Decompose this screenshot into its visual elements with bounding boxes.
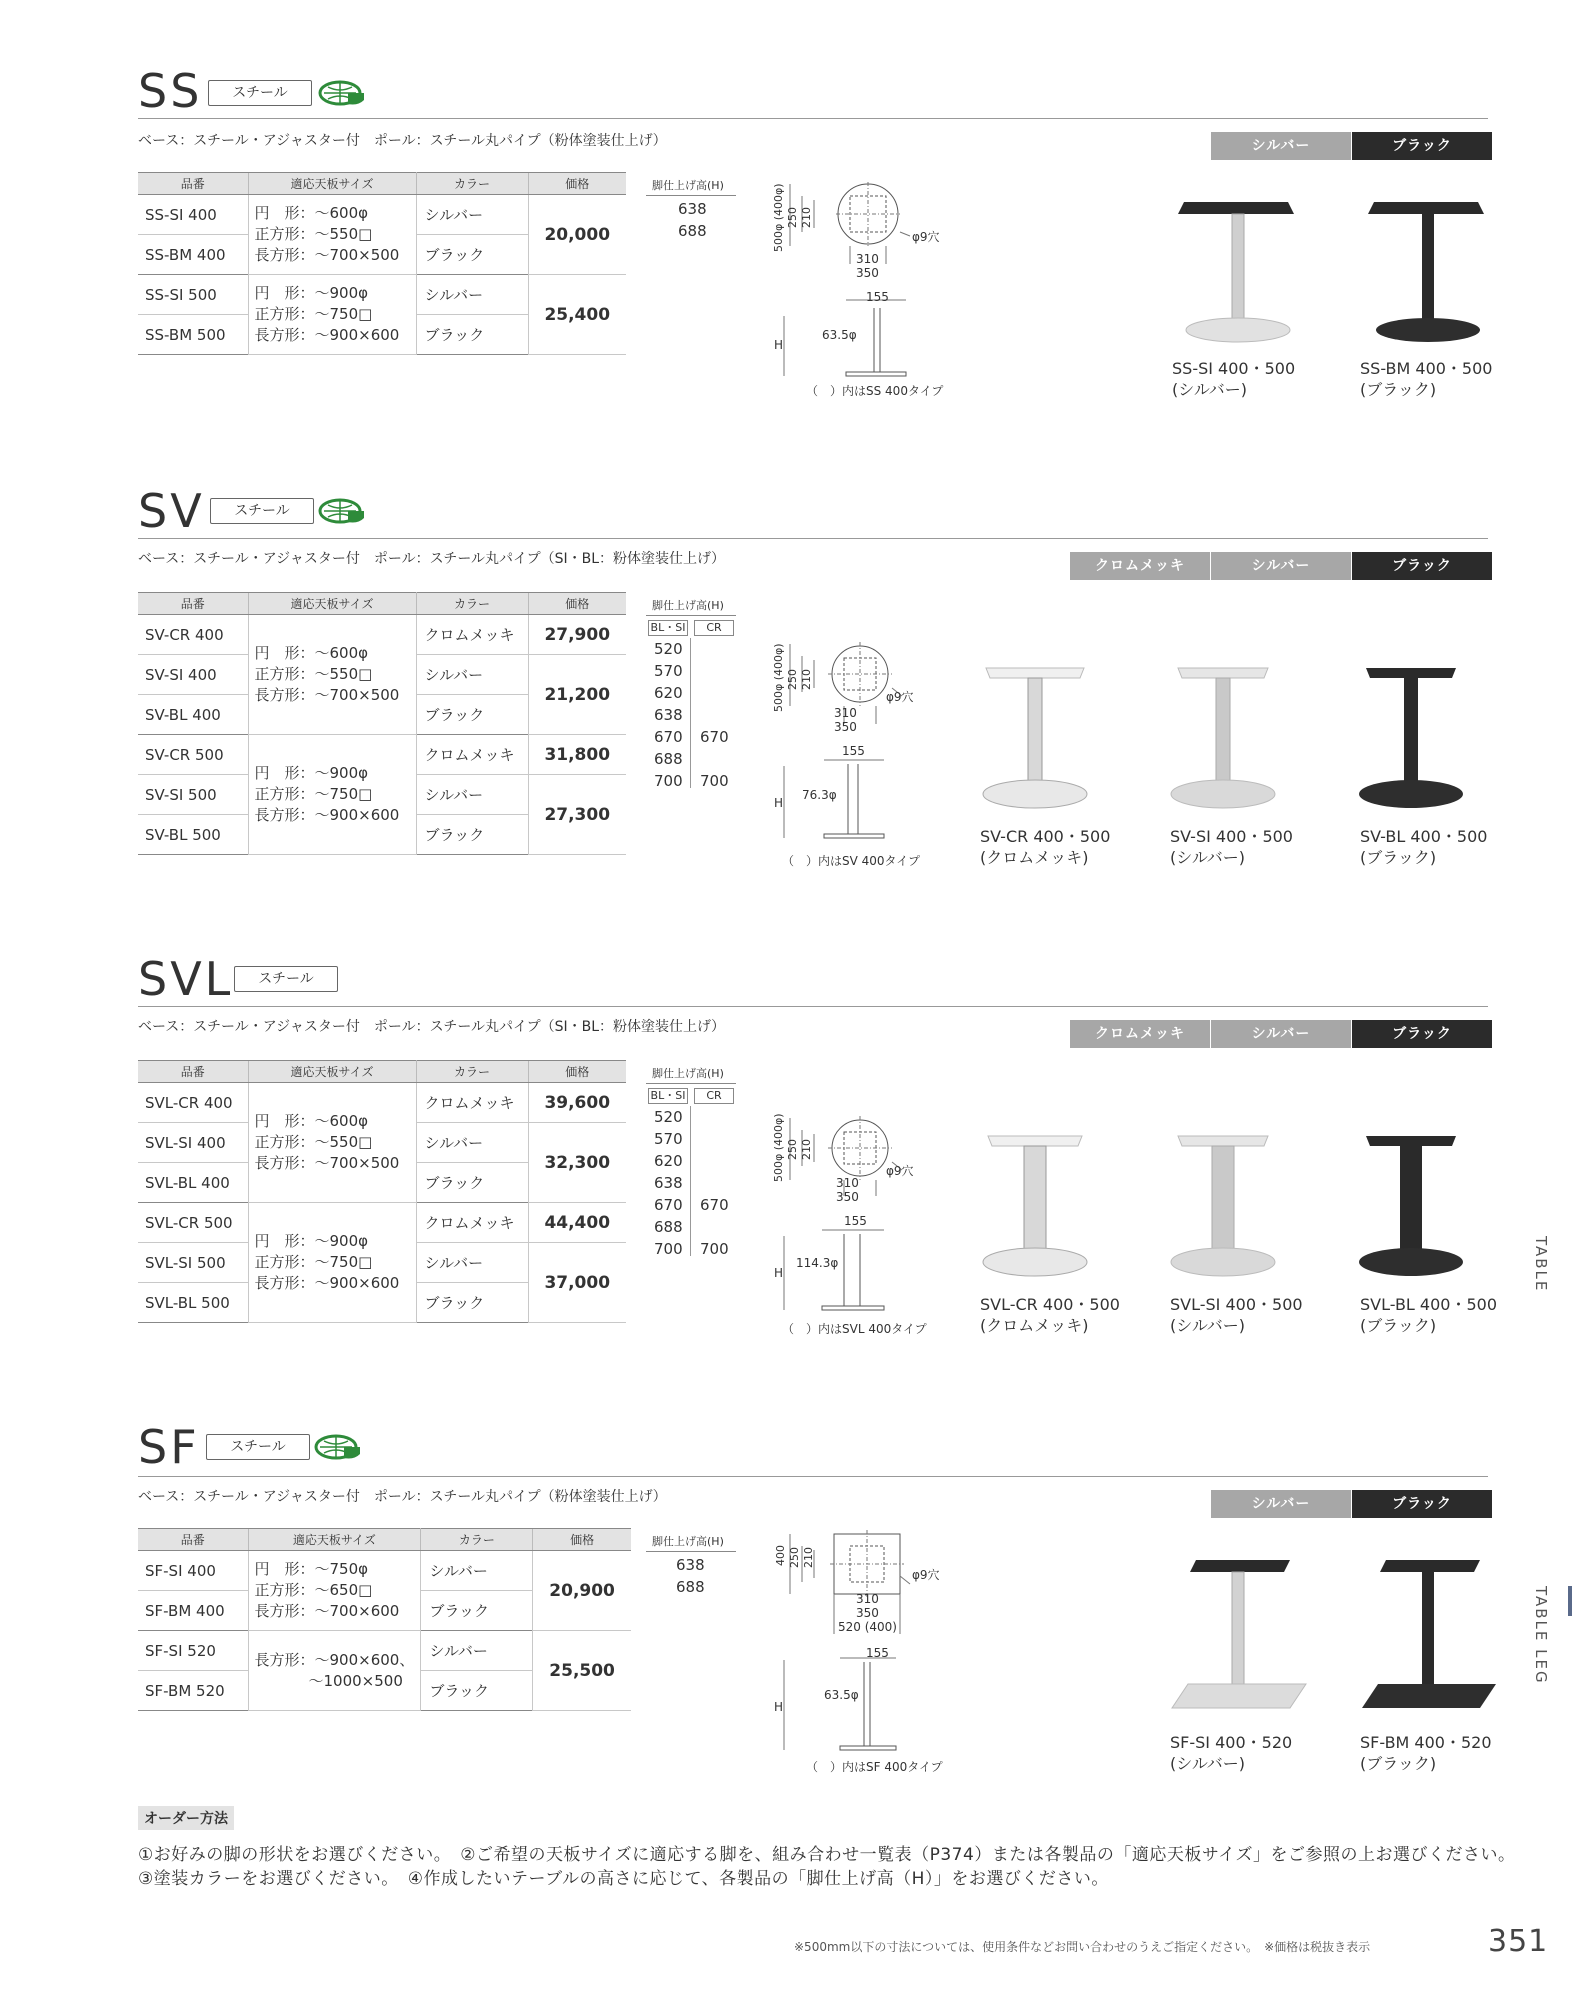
size-line: 正方形：～650□: [254, 1581, 373, 1599]
height-value: 688: [678, 222, 707, 240]
material-badge: スチール: [210, 498, 314, 524]
height-value: 670: [654, 728, 683, 746]
product-color: (シルバー): [1170, 1754, 1245, 1773]
table-cell-price: 21,200: [528, 655, 626, 735]
height-values-bl-si: [654, 1106, 683, 1260]
header-size: 適応天板サイズ: [248, 593, 416, 615]
order-method-label: オーダー方法: [138, 1806, 234, 1830]
g-mark-icon: [314, 1432, 364, 1462]
height-sub-label: CR: [694, 620, 734, 636]
table-cell-price: 37,000: [528, 1243, 626, 1323]
dim-label: 155: [842, 744, 865, 758]
table-cell-color: ブラック: [421, 1671, 533, 1711]
table-cell-size: [248, 1083, 416, 1203]
order-instruction-line: ①お好みの脚の形状をお選びください。 ②ご希望の天板サイズに適応する脚を、組み合わせ一覧表（P374）または各製品の「適応天板サイズ」をご参照の上お選びください。: [138, 1845, 1516, 1865]
table-cell-code: SV-SI 500: [138, 775, 248, 815]
table-cell-code: SF-BM 520: [138, 1671, 248, 1711]
dim-label: 500φ (400φ): [772, 183, 785, 252]
dim-label: φ9穴: [912, 1568, 940, 1582]
table-cell-color: シルバー: [416, 1243, 528, 1283]
table-cell-color: クロムメッキ: [416, 1203, 528, 1243]
header-price: 価格: [528, 1061, 626, 1083]
height-column-title: 脚仕上げ高(H): [646, 1064, 736, 1084]
table-cell-code: SV-BL 400: [138, 695, 248, 735]
size-line: 長方形：～900×600: [254, 326, 400, 344]
header-price: 価格: [528, 173, 626, 195]
dim-label: H: [774, 1700, 784, 1714]
table-cell-price: 44,400: [528, 1203, 626, 1243]
height-value: 670: [654, 1196, 683, 1214]
size-line: 長方形：～900×600: [254, 806, 400, 824]
height-value: 620: [654, 1152, 683, 1170]
size-line: 円 形：～600φ: [254, 1112, 369, 1130]
height-value: 570: [654, 1130, 683, 1148]
table-cell-code: SV-BL 500: [138, 815, 248, 855]
dim-label: 520 (400): [838, 1620, 897, 1634]
dim-label: 155: [866, 290, 889, 304]
table-cell-price: 20,000: [528, 195, 626, 275]
size-line: 円 形：～900φ: [254, 1232, 369, 1250]
header-color: カラー: [416, 593, 528, 615]
height-column-title: 脚仕上げ高(H): [646, 1532, 736, 1552]
chip-silver: シルバー: [1211, 132, 1351, 160]
material-badge: スチール: [206, 1434, 310, 1460]
page-number: 351: [1488, 1924, 1549, 1959]
size-line: 正方形：～550□: [254, 1133, 373, 1151]
product-image-ss-black: [1360, 196, 1500, 352]
table-cell-price: 20,900: [533, 1551, 631, 1631]
chip-black: ブラック: [1352, 1020, 1492, 1048]
table-cell-color: シルバー: [416, 275, 528, 315]
product-caption: [1360, 1294, 1497, 1336]
section-rule: [138, 1006, 1488, 1007]
table-cell-color: シルバー: [421, 1631, 533, 1671]
product-name: SS-BM 400・500: [1360, 359, 1493, 378]
height-value: 700: [700, 772, 729, 790]
product-color: (シルバー): [1170, 1316, 1245, 1335]
height-divider: [690, 638, 691, 788]
table-cell-code: SV-CR 400: [138, 615, 248, 655]
dim-label: H: [774, 796, 784, 810]
table-cell-size: [248, 1551, 421, 1631]
material-badge: スチール: [234, 966, 338, 992]
drawing-note: （ ）内はSV 400タイプ: [782, 854, 920, 868]
table-cell-color: ブラック: [416, 1283, 528, 1323]
product-image-ss-silver: [1170, 196, 1310, 352]
height-value: 670: [700, 1196, 729, 1214]
chip-silver: シルバー: [1211, 1020, 1351, 1048]
dim-label: 310: [856, 252, 879, 266]
table-cell-code: SV-CR 500: [138, 735, 248, 775]
table-cell-code: SVL-CR 500: [138, 1203, 248, 1243]
drawing-note: （ ）内はSF 400タイプ: [806, 1760, 943, 1774]
dim-label: 350: [834, 720, 857, 734]
dim-label: 63.5φ: [822, 328, 857, 342]
size-line: 長方形：～900×600: [254, 1274, 400, 1292]
height-value: 570: [654, 662, 683, 680]
spec-table: [138, 1528, 631, 1711]
product-name: SV-BL 400・500: [1360, 827, 1488, 846]
dim-label: 310: [856, 1592, 879, 1606]
dim-label: 250: [786, 207, 799, 228]
header-color: カラー: [416, 1061, 528, 1083]
product-image-sf-silver: [1166, 1556, 1312, 1716]
dim-label: φ9穴: [912, 230, 940, 244]
height-values-cr: [700, 726, 729, 792]
spec-text: ベース：スチール・アジャスター付 ポール：スチール丸パイプ（粉体塗装仕上げ）: [138, 133, 667, 149]
size-line: 正方形：～550□: [254, 225, 373, 243]
table-cell-code: SS-SI 400: [138, 195, 248, 235]
size-line: 長方形：～700×500: [254, 246, 400, 264]
side-tab-table-leg[interactable]: TABLE LEG: [1532, 1586, 1550, 1685]
dim-label: 210: [800, 669, 813, 690]
header-code: 品番: [138, 593, 248, 615]
header-size: 適応天板サイズ: [248, 1061, 416, 1083]
height-sub-label: BL・SI: [648, 1088, 688, 1104]
spec-table: [138, 1060, 626, 1323]
dim-label: 63.5φ: [824, 1688, 859, 1702]
product-name: SVL-CR 400・500: [980, 1295, 1120, 1314]
table-cell-code: SS-BM 500: [138, 315, 248, 355]
dim-label: 400: [774, 1545, 787, 1566]
product-caption: [1170, 1732, 1292, 1774]
product-color: (ブラック): [1360, 1316, 1437, 1335]
size-line: 長方形：～900×600、: [254, 1650, 415, 1669]
dim-label: 310: [836, 1176, 859, 1190]
drawing-note: （ ）内はSVL 400タイプ: [782, 1322, 927, 1336]
header-code: 品番: [138, 1061, 248, 1083]
product-caption: [1360, 358, 1492, 400]
table-cell-code: SVL-BL 500: [138, 1283, 248, 1323]
dim-label: 310: [834, 706, 857, 720]
table-cell-size: [248, 735, 416, 855]
header-price: 価格: [533, 1529, 631, 1551]
product-color: (ブラック): [1360, 380, 1437, 399]
table-cell-code: SVL-CR 400: [138, 1083, 248, 1123]
height-value: 700: [654, 772, 683, 790]
dim-label: 250: [786, 669, 799, 690]
table-cell-color: シルバー: [421, 1551, 533, 1591]
height-value: 620: [654, 684, 683, 702]
product-name: SV-SI 400・500: [1170, 827, 1293, 846]
table-cell-code: SS-SI 500: [138, 275, 248, 315]
product-color: (クロムメッキ): [980, 848, 1089, 867]
product-caption: [1360, 826, 1487, 868]
product-color: (シルバー): [1170, 848, 1245, 867]
height-value: 638: [654, 706, 683, 724]
product-caption: [1360, 1732, 1492, 1774]
dim-label: 250: [786, 1139, 799, 1160]
table-cell-price: 27,900: [528, 615, 626, 655]
product-name: SF-BM 400・520: [1360, 1733, 1492, 1752]
dim-label: 210: [802, 1547, 815, 1568]
height-sub-label: CR: [694, 1088, 734, 1104]
size-line: 円 形：～600φ: [254, 644, 369, 662]
dim-label: H: [774, 1266, 784, 1280]
product-name: SS-SI 400・500: [1172, 359, 1296, 378]
table-cell-code: SV-SI 400: [138, 655, 248, 695]
series-title: SVL: [138, 952, 234, 1006]
table-cell-code: SF-SI 520: [138, 1631, 248, 1671]
dim-label: 350: [836, 1190, 859, 1204]
table-cell-size: [248, 275, 416, 355]
height-values-bl-si: [654, 638, 683, 792]
dim-label: 500φ (400φ): [772, 643, 785, 712]
header-code: 品番: [138, 173, 248, 195]
size-line: 正方形：～750□: [254, 1253, 373, 1271]
chip-chrome: クロムメッキ: [1070, 1020, 1210, 1048]
table-cell-size: [248, 195, 416, 275]
table-cell-color: クロムメッキ: [416, 1083, 528, 1123]
product-image-sv-silver: [1168, 664, 1278, 814]
table-cell-color: クロムメッキ: [416, 615, 528, 655]
spec-text: ベース：スチール・アジャスター付 ポール：スチール丸パイプ（粉体塗装仕上げ）: [138, 1489, 667, 1505]
product-name: SVL-SI 400・500: [1170, 1295, 1303, 1314]
dim-label: φ9穴: [886, 1164, 914, 1178]
dim-label: 210: [800, 1139, 813, 1160]
side-tab-table[interactable]: TABLE: [1532, 1236, 1550, 1293]
product-name: SF-SI 400・520: [1170, 1733, 1293, 1752]
active-tab-marker: [1568, 1586, 1572, 1616]
table-cell-size: [248, 1203, 416, 1323]
table-cell-color: ブラック: [416, 695, 528, 735]
dim-label: φ9穴: [886, 690, 914, 704]
table-cell-price: 31,800: [528, 735, 626, 775]
chip-black: ブラック: [1352, 552, 1492, 580]
height-value: 688: [654, 1218, 683, 1236]
size-line: 長方形：～700×500: [254, 686, 400, 704]
size-line: 円 形：～750φ: [254, 1560, 369, 1578]
drawing-note: （ ）内はSS 400タイプ: [806, 384, 944, 398]
table-cell-code: SVL-BL 400: [138, 1163, 248, 1203]
series-title: SF: [138, 1420, 200, 1474]
header-color: カラー: [416, 173, 528, 195]
height-value: 670: [700, 728, 729, 746]
table-cell-color: シルバー: [416, 655, 528, 695]
table-cell-color: ブラック: [416, 235, 528, 275]
table-cell-code: SS-BM 400: [138, 235, 248, 275]
header-price: 価格: [528, 593, 626, 615]
section-rule: [138, 1476, 1488, 1477]
spec-table: [138, 172, 626, 355]
product-image-svl-silver: [1168, 1132, 1278, 1282]
product-caption: [980, 826, 1110, 868]
product-color: (ブラック): [1360, 848, 1437, 867]
section-rule: [138, 118, 1488, 119]
table-cell-code: SF-SI 400: [138, 1551, 248, 1591]
table-cell-color: クロムメッキ: [416, 735, 528, 775]
g-mark-icon: [318, 496, 368, 526]
table-cell-color: ブラック: [416, 1163, 528, 1203]
product-image-svl-chrome: [980, 1132, 1090, 1282]
product-name: SV-CR 400・500: [980, 827, 1111, 846]
product-caption: [1172, 358, 1295, 400]
height-value: 520: [654, 1108, 683, 1126]
section-rule: [138, 538, 1488, 539]
height-value: 688: [654, 750, 683, 768]
table-cell-color: ブラック: [416, 315, 528, 355]
size-line: ～1000×500: [308, 1671, 403, 1690]
height-column-title: 脚仕上げ高(H): [646, 176, 736, 196]
height-values-cr: [700, 1194, 729, 1260]
table-cell-color: シルバー: [416, 775, 528, 815]
g-mark-icon: [318, 78, 368, 108]
footnote: ※500mm以下の寸法については、使用条件などお問い合わせのうえご指定ください。 ※価格は税抜き表示: [794, 1940, 1371, 1954]
product-color: (シルバー): [1172, 380, 1247, 399]
product-caption: [1170, 826, 1293, 868]
chip-chrome: クロムメッキ: [1070, 552, 1210, 580]
table-cell-price: 25,400: [528, 275, 626, 355]
size-line: 長方形：～700×600: [254, 1602, 400, 1620]
table-cell-price: 27,300: [528, 775, 626, 855]
dim-label: 250: [788, 1547, 801, 1568]
size-line: 正方形：～550□: [254, 665, 373, 683]
header-size: 適応天板サイズ: [248, 1529, 421, 1551]
product-color: (ブラック): [1360, 1754, 1437, 1773]
dim-label: 500φ (400φ): [772, 1113, 785, 1182]
size-line: 長方形：～700×500: [254, 1154, 400, 1172]
table-cell-price: 39,600: [528, 1083, 626, 1123]
chip-black: ブラック: [1352, 1490, 1492, 1518]
height-column-title: 脚仕上げ高(H): [646, 596, 736, 616]
table-cell-color: シルバー: [416, 195, 528, 235]
dim-label: 114.3φ: [796, 1256, 839, 1270]
product-caption: [980, 1294, 1120, 1336]
table-cell-code: SF-BM 400: [138, 1591, 248, 1631]
table-cell-code: SVL-SI 500: [138, 1243, 248, 1283]
height-divider: [690, 1106, 691, 1256]
product-image-sf-black: [1356, 1556, 1502, 1716]
table-cell-color: ブラック: [421, 1591, 533, 1631]
size-line: 円 形：～900φ: [254, 284, 369, 302]
header-size: 適応天板サイズ: [248, 173, 416, 195]
dim-label: 76.3φ: [802, 788, 837, 802]
order-instruction-line: ③塗装カラーをお選びください。 ④作成したいテーブルの高さに応じて、各製品の「脚仕上げ高（H）」をお選びください。: [138, 1869, 1109, 1889]
table-cell-size: [248, 615, 416, 735]
height-value: 700: [654, 1240, 683, 1258]
series-title: SV: [138, 484, 205, 538]
product-color: (クロムメッキ): [980, 1316, 1089, 1335]
dim-label: 210: [800, 207, 813, 228]
chip-silver: シルバー: [1211, 552, 1351, 580]
spec-table: [138, 592, 626, 855]
dim-label: 155: [866, 1646, 889, 1660]
product-caption: [1170, 1294, 1303, 1336]
chip-black: ブラック: [1352, 132, 1492, 160]
dim-label: 350: [856, 1606, 879, 1620]
table-cell-code: SVL-SI 400: [138, 1123, 248, 1163]
table-cell-size: [248, 1631, 421, 1711]
table-cell-color: ブラック: [416, 815, 528, 855]
material-badge: スチール: [208, 80, 312, 106]
product-image-sv-black: [1356, 664, 1466, 814]
table-cell-price: 32,300: [528, 1123, 626, 1203]
size-line: 円 形：～600φ: [254, 204, 369, 222]
product-name: SVL-BL 400・500: [1360, 1295, 1497, 1314]
header-color: カラー: [421, 1529, 533, 1551]
dim-label: 350: [856, 266, 879, 280]
series-title: SS: [138, 64, 203, 118]
dim-label: H: [774, 338, 784, 352]
product-image-svl-black: [1356, 1132, 1466, 1282]
size-line: 正方形：～750□: [254, 785, 373, 803]
chip-silver: シルバー: [1211, 1490, 1351, 1518]
height-value: 638: [676, 1556, 705, 1574]
table-cell-price: 25,500: [533, 1631, 631, 1711]
size-line: 円 形：～900φ: [254, 764, 369, 782]
height-value: 638: [654, 1174, 683, 1192]
height-value: 688: [676, 1578, 705, 1596]
spec-text: ベース：スチール・アジャスター付 ポール：スチール丸パイプ（SI・BL：粉体塗装仕上げ）: [138, 551, 726, 567]
dim-label: 155: [844, 1214, 867, 1228]
height-sub-label: BL・SI: [648, 620, 688, 636]
size-line: 正方形：～750□: [254, 305, 373, 323]
product-image-sv-chrome: [980, 664, 1090, 814]
table-cell-color: シルバー: [416, 1123, 528, 1163]
height-value: 638: [678, 200, 707, 218]
height-value: 700: [700, 1240, 729, 1258]
header-code: 品番: [138, 1529, 248, 1551]
height-value: 520: [654, 640, 683, 658]
spec-text: ベース：スチール・アジャスター付 ポール：スチール丸パイプ（SI・BL：粉体塗装仕上げ）: [138, 1019, 726, 1035]
